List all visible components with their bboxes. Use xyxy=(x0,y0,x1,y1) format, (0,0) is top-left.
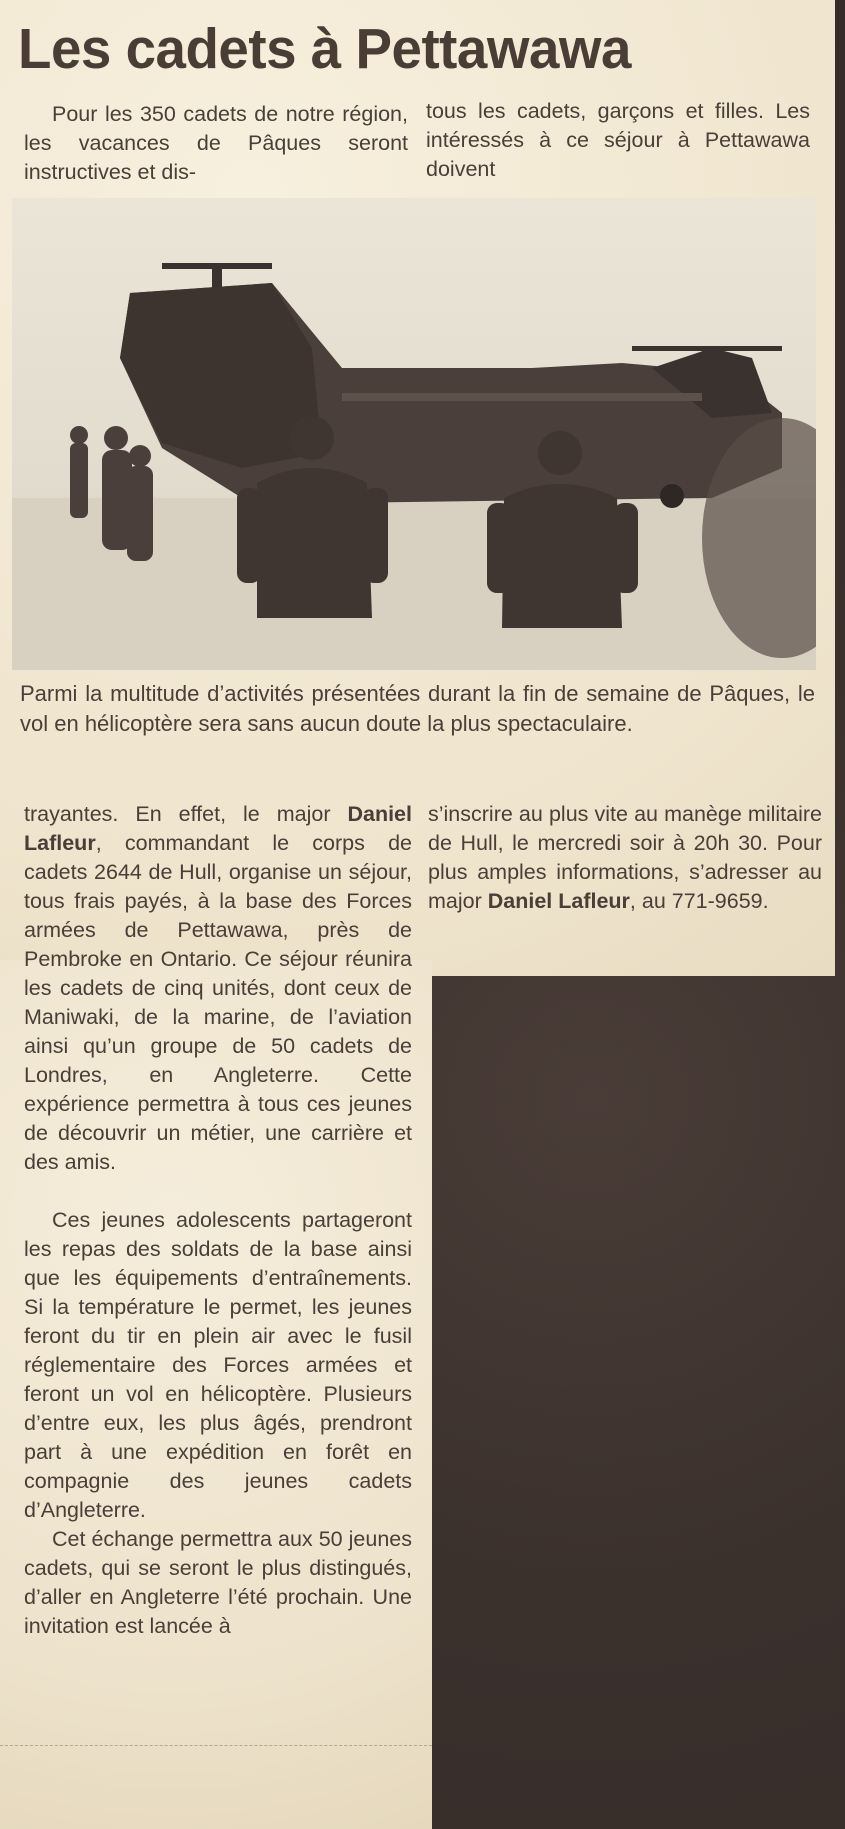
intro-left-text: Pour les 350 cadets de notre région, les vacances de Pâques seront instructives et dis- xyxy=(24,102,408,184)
body-left-paragraph-3: Cet échange permettra aux 50 jeunes cadets, qui se seront le plus distingués, d’aller en Angleterre l’été prochain. Une invitation est lancée à xyxy=(24,1527,412,1638)
body-right-end: , au 771-9659. xyxy=(629,889,769,913)
fold-line xyxy=(0,1745,432,1747)
body-left-paragraph-1 xyxy=(24,800,412,1177)
body-right-start: s’inscrire au plus vite au manège militaire de Hull, le mercredi soir à 20h 30. Pour plus amples informations, s’adresser au major xyxy=(428,802,822,913)
photo-caption: Parmi la multitude d’activités présentées durant la fin de semaine de Pâques, le vol en hélicoptère sera sans aucun doute la plus spectaculaire. xyxy=(20,681,815,736)
intro-right-text: tous les cadets, garçons et filles. Les intéressés à ce séjour à Pettawawa doivent xyxy=(426,99,810,181)
body-right-column xyxy=(428,800,822,916)
headline: Les cadets à Pettawawa xyxy=(18,17,631,81)
body-left-paragraph-2: Ces jeunes adolescents partageront les repas des soldats de la base ainsi que les équipements d’entraînements. Si la température le permet, les jeunes feront du tir en plein air avec le fusil réglementaire des Forces armées et feront un vol en hélicoptère. Plusieurs d’entre eux, les plus âgés, prendront part à une expédition en forêt en compagnie des jeunes cadets d’Angleterre. xyxy=(24,1208,412,1522)
helicopter-photo-icon xyxy=(12,198,816,670)
body-right-paragraph xyxy=(428,800,822,916)
intro-right-column xyxy=(426,97,810,184)
intro-left-column xyxy=(24,100,408,187)
body-left-p1-start: trayantes. En effet, le major xyxy=(24,802,348,826)
body-left-p1-rest: , commandant le corps de cadets 2644 de Hull, organise un séjour, tous frais payés, à la base des Forces armées de Pettawawa, près de Pembroke en Ontario. Ce séjour réunira les cadets de cinq unités, dont ceux de Maniwaki, de la marine, de l’aviation ainsi qu’un groupe de 50 cadets de Londres, en Angleterre. Cette expérience permettra à tous ces jeunes de découvrir un métier, une carrière et des amis. xyxy=(24,831,412,1174)
helicopter-photo xyxy=(12,198,816,670)
major-name: Daniel Lafleur xyxy=(24,802,412,855)
body-left-column xyxy=(24,800,412,1641)
major-name-contact: Daniel Lafleur xyxy=(487,889,630,913)
